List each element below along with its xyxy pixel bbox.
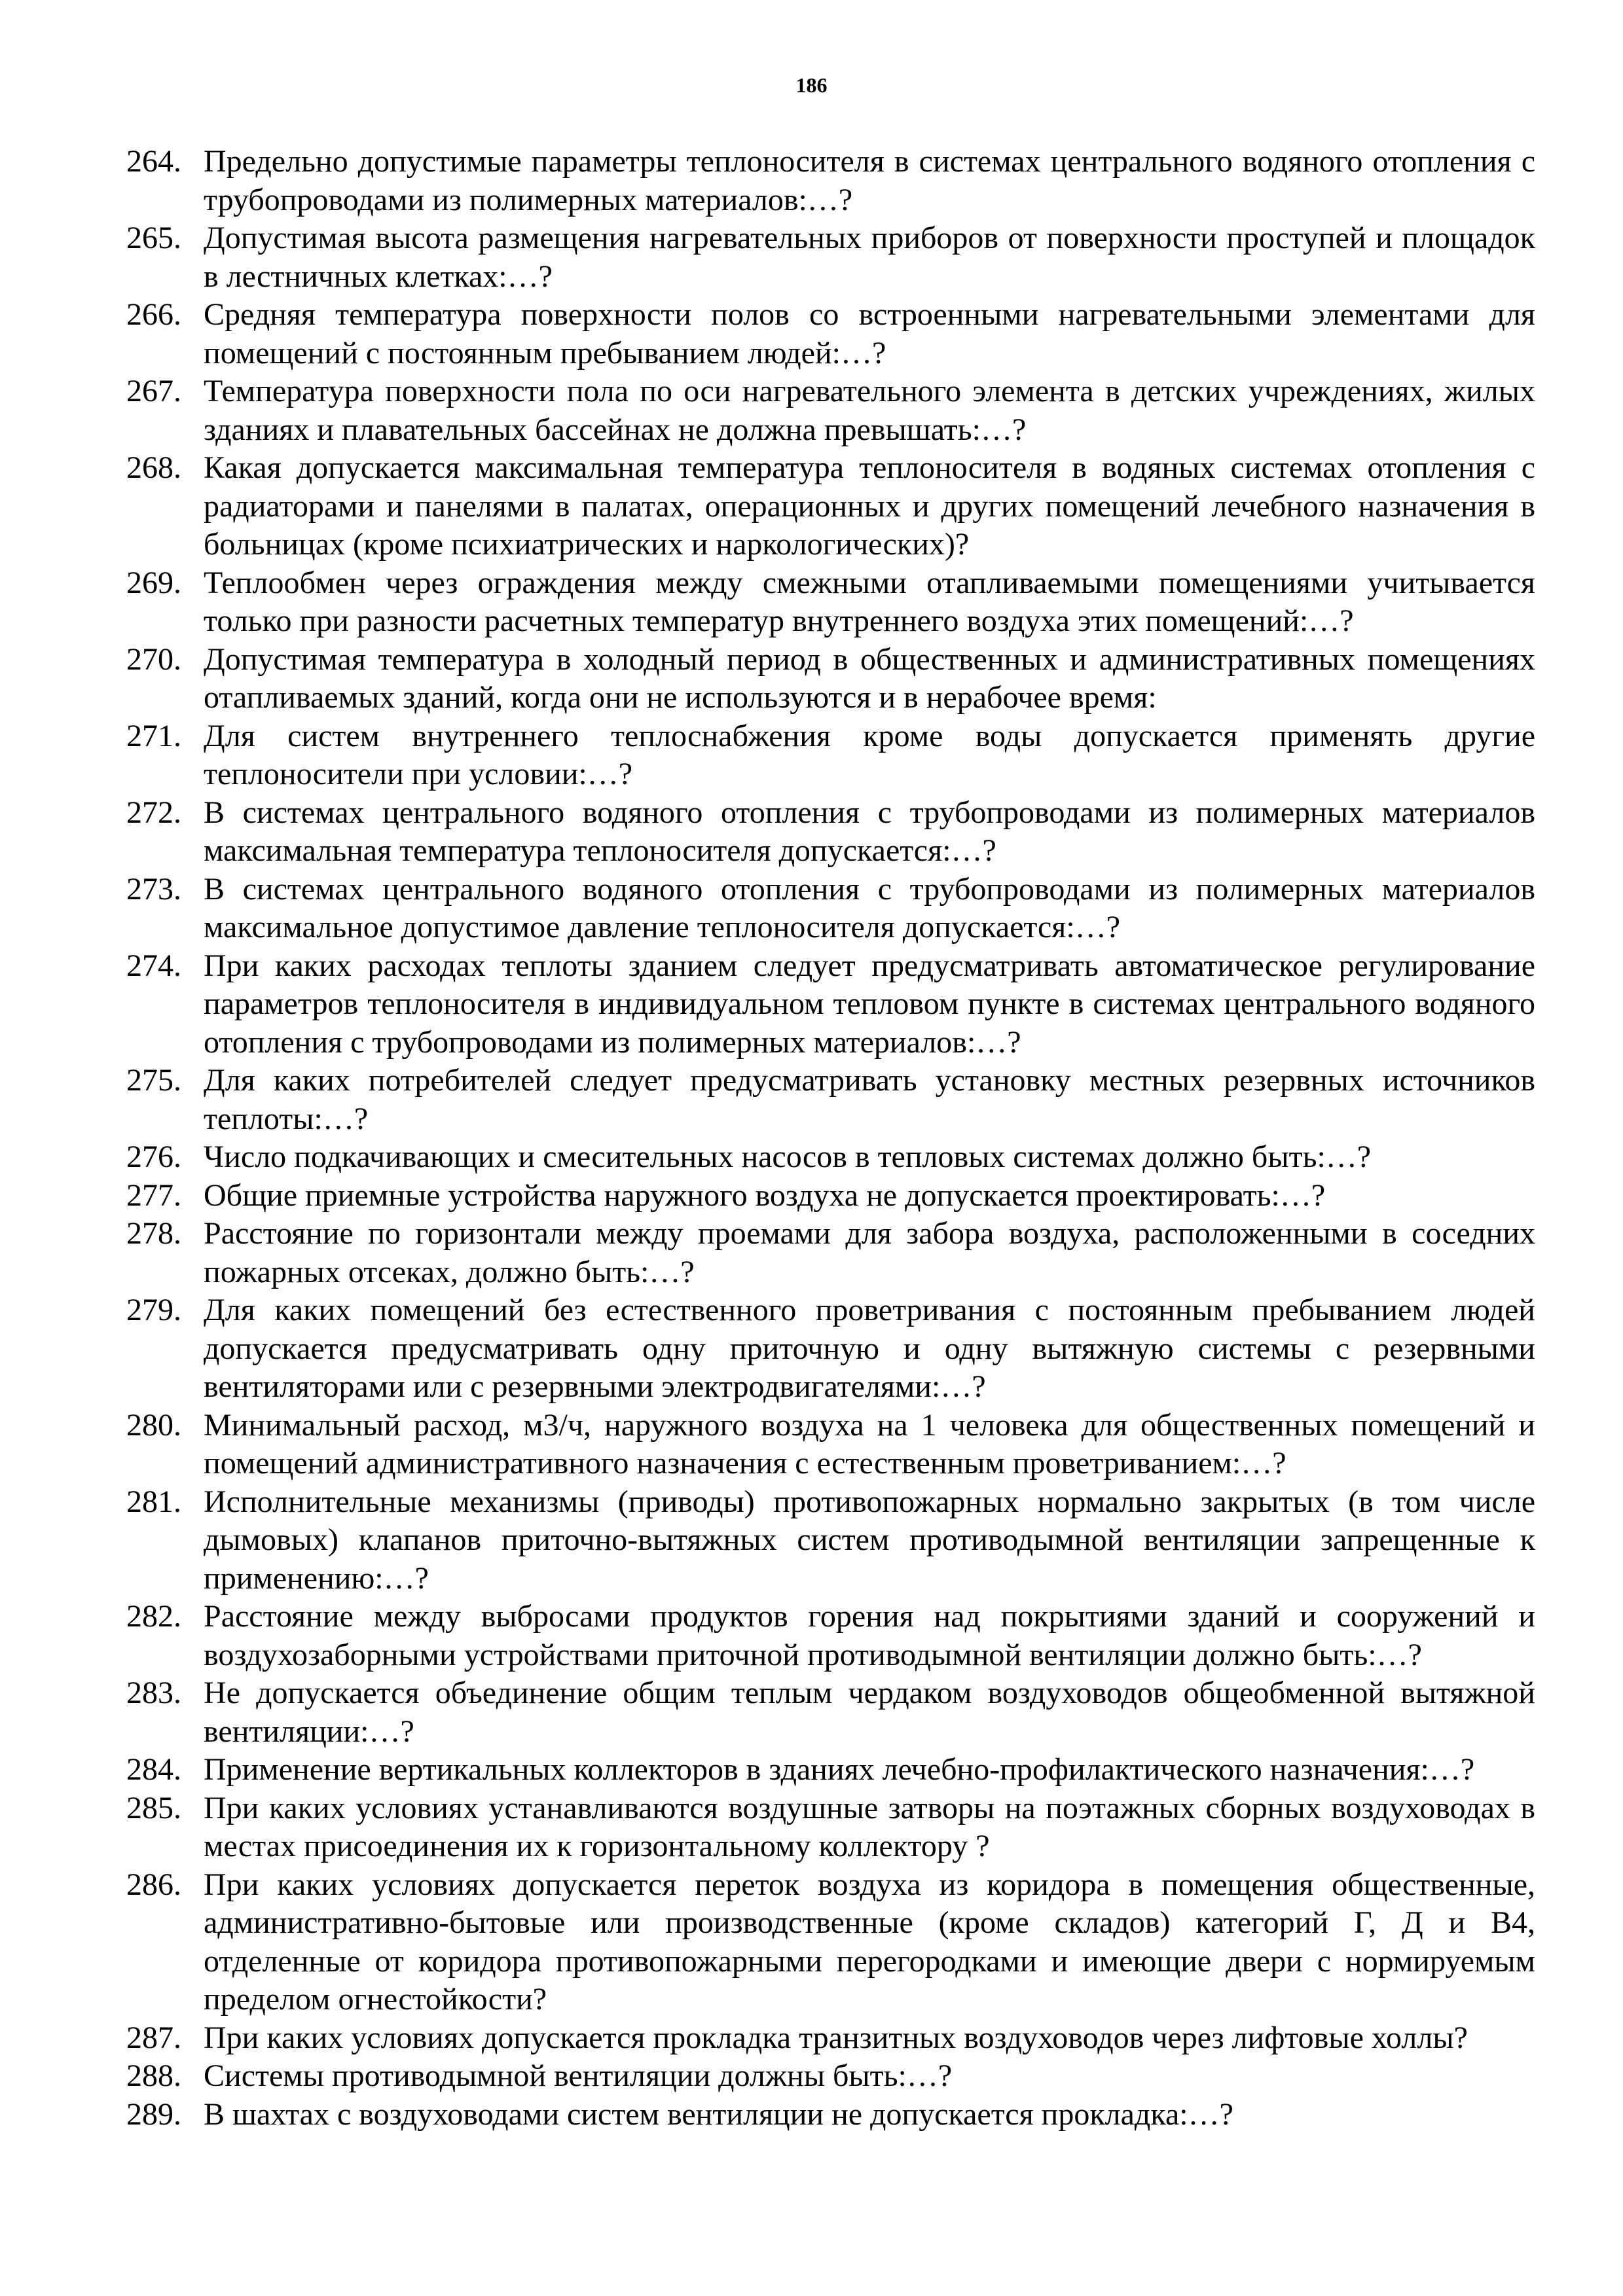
question-text: Число подкачивающих и смесительных насосов в тепловых системах должно быть:…? [204,1139,1372,1174]
question-text: Расстояние по горизонтали между проемами для забора воздуха, расположенными в соседних пожарных отсеках, должно быть:…? [204,1216,1535,1289]
question-text: При каких условиях допускается переток воздуха из коридора в помещения общественные, административно-бытовые или производственные (кроме складов) категорий Г, Д и В4, отделенные от коридора противопожарными перегородками и имеющие двери с нормируемым пределом огнестойкости? [204,1867,1535,2017]
question-item [126,1674,1535,1751]
question-item [126,2057,1535,2096]
question-number: 274. [126,948,181,983]
question-item [126,1866,1535,2019]
question-number: 268. [126,450,181,485]
question-text: Средняя температура поверхности полов со встроенными нагревательными элементами для помещений с постоянным пребыванием людей:…? [204,297,1535,370]
question-text: Для каких потребителей следует предусматривать установку местных резервных источников теплоты:…? [204,1063,1535,1136]
question-number: 265. [126,221,181,255]
question-number: 284. [126,1752,181,1787]
page-number: 186 [795,73,828,97]
question-item [126,564,1535,641]
question-number: 271. [126,718,181,753]
question-item [126,1291,1535,1407]
question-number: 275. [126,1063,181,1098]
question-number: 273. [126,871,181,906]
question-number: 287. [126,2020,181,2055]
question-number: 278. [126,1216,181,1251]
question-text: Системы противодымной вентиляции должны быть:…? [204,2058,953,2093]
question-item [126,1215,1535,1291]
question-item [126,717,1535,794]
question-number: 282. [126,1599,181,1634]
question-number: 270. [126,641,181,677]
question-text: Допустимая температура в холодный период в общественных и административных помещениях отапливаемых зданий, когда они не используются и в нерабочее время: [204,641,1535,715]
question-text: В шахтах с воздуховодами систем вентиляции не допускается прокладка:…? [204,2096,1233,2132]
question-item [126,219,1535,296]
question-text: Применение вертикальных коллекторов в зданиях лечебно-профилактического назначения:…? [204,1752,1475,1787]
question-number: 288. [126,2058,181,2093]
question-item [126,296,1535,372]
question-text: В системах центрального водяного отопления с трубопроводами из полимерных материалов максимальное допустимое давление теплоносителя допускается:…? [204,871,1535,944]
question-number: 264. [126,144,181,179]
question-number: 281. [126,1484,181,1519]
question-item [126,870,1535,947]
question-number: 269. [126,565,181,600]
question-item [126,794,1535,870]
question-text: Предельно допустимые параметры теплоносителя в системах центрального водяного отопления с трубопроводами из полимерных материалов:…? [204,144,1535,217]
question-item [126,1407,1535,1483]
question-text: Не допускается объединение общим теплым чердаком воздуховодов общеобменной вытяжной вентиляции:…? [204,1676,1535,1749]
question-item [126,372,1535,449]
question-text: Минимальный расход, м3/ч, наружного воздуха на 1 человека для общественных помещений и помещений административного назначения с естественным проветриванием:…? [204,1407,1535,1480]
question-item [126,143,1535,219]
question-number: 286. [126,1867,181,1902]
question-text: Теплообмен через ограждения между смежными отапливаемыми помещениями учитывается только при разности расчетных температур внутреннего воздуха этих помещений:…? [204,565,1535,638]
question-text: Для каких помещений без естественного проветривания с постоянным пребыванием людей допускается предусматривать одну приточную и одну вытяжную системы с резервными вентиляторами или с резервными электродвигателями:…? [204,1293,1535,1404]
question-list [126,143,1535,2134]
question-item [126,1177,1535,1215]
question-item [126,947,1535,1062]
question-text: В системах центрального водяного отопления с трубопроводами из полимерных материалов максимальная температура теплоносителя допускается:…? [204,795,1535,868]
question-number: 272. [126,795,181,830]
question-text: Общие приемные устройства наружного воздуха не допускается проектировать:…? [204,1177,1326,1213]
question-number: 267. [126,374,181,408]
question-item [126,1483,1535,1598]
question-text: Для систем внутреннего теплоснабжения кроме воды допускается применять другие теплоносители при условии:…? [204,718,1535,791]
question-item [126,2096,1535,2134]
question-text: Какая допускается максимальная температура теплоносителя в водяных системах отопления с радиаторами и панелями в палатах, операционных и других помещений лечебного назначения в больницах (кроме психиатрических и наркологических)? [204,450,1535,562]
question-number: 280. [126,1407,181,1443]
question-text: При каких расходах теплоты зданием следует предусматривать автоматическое регулирование параметров теплоносителя в индивидуальном тепловом пункте в системах центрального водяного отопления с трубопроводами из полимерных материалов:…? [204,948,1535,1060]
question-number: 289. [126,2096,181,2132]
question-item [126,641,1535,717]
question-number: 279. [126,1293,181,1327]
question-number: 276. [126,1139,181,1174]
question-number: 283. [126,1676,181,1710]
question-text: При каких условиях устанавливаются воздушные затворы на поэтажных сборных воздуховодах в местах присоединения их к горизонтальному коллектору ? [204,1790,1535,1863]
question-text: Исполнительные механизмы (приводы) противопожарных нормально закрытых (в том числе дымовых) клапанов приточно-вытяжных систем противодымной вентиляции запрещенные к применению:…? [204,1484,1535,1596]
question-item [126,1062,1535,1138]
question-item [126,1138,1535,1177]
question-number: 285. [126,1790,181,1825]
question-item [126,449,1535,564]
question-item [126,2019,1535,2058]
question-number: 277. [126,1177,181,1213]
question-text: При каких условиях допускается прокладка транзитных воздуховодов через лифтовые холлы? [204,2020,1468,2055]
question-item [126,1789,1535,1866]
question-text: Расстояние между выбросами продуктов горения над покрытиями зданий и сооружений и воздухозаборными устройствами приточной противодымной вентиляции должно быть:…? [204,1599,1535,1672]
question-item [126,1751,1535,1789]
question-text: Допустимая высота размещения нагревательных приборов от поверхности проступей и площадок в лестничных клетках:…? [204,221,1535,294]
question-number: 266. [126,297,181,332]
question-text: Температура поверхности пола по оси нагревательного элемента в детских учреждениях, жилых зданиях и плавательных бассейнах не должна превышать:…? [204,374,1535,447]
question-item [126,1598,1535,1674]
